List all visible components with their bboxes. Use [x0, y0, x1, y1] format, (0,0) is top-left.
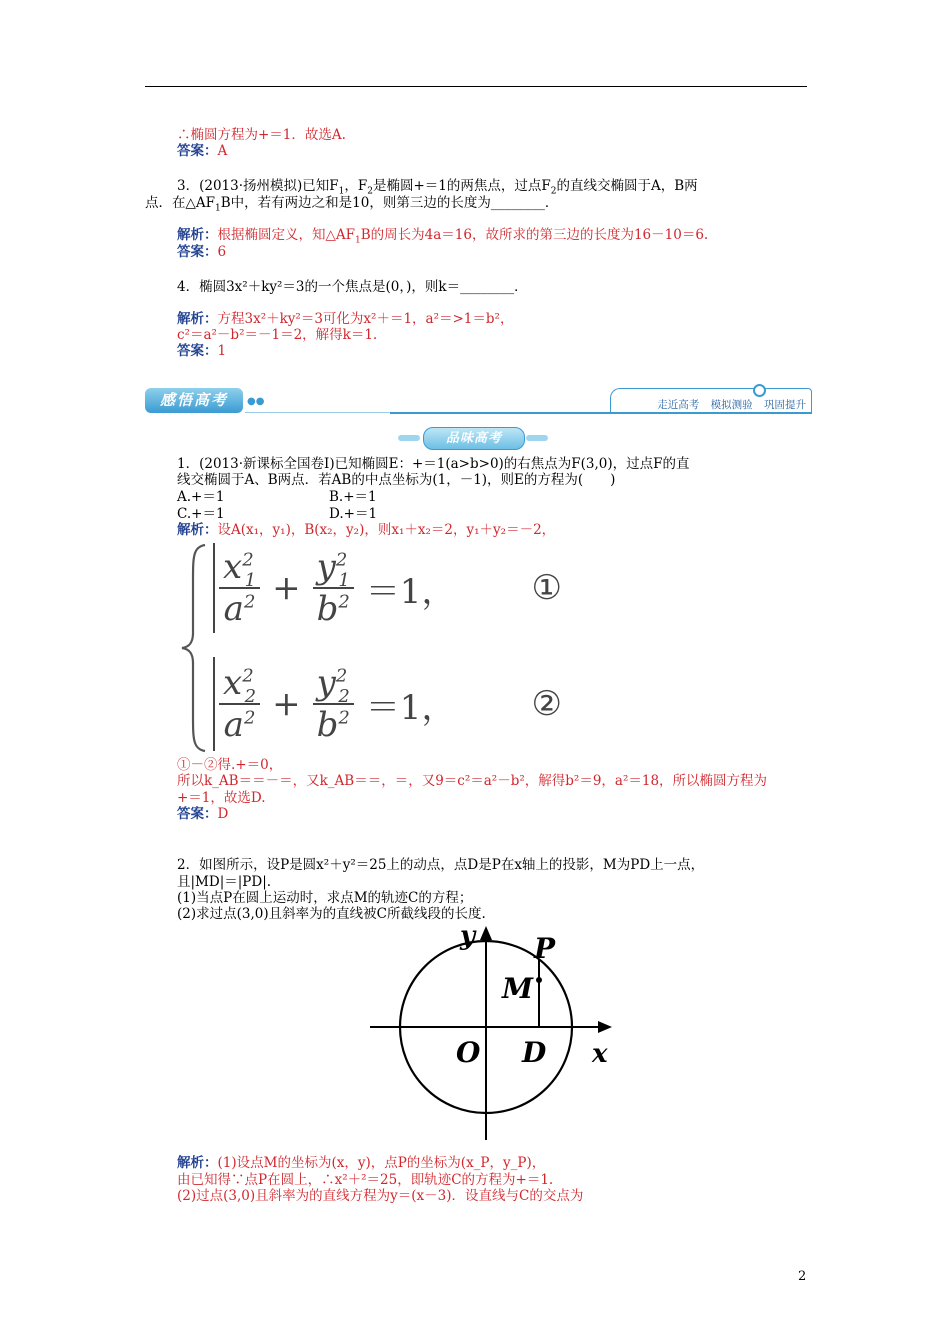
solution-label: 解析：: [177, 311, 218, 327]
s2-solution-1-line-3: 所以k_AB＝＝－＝，又k_AB＝＝，＝，又9＝c²＝a²－b²，解得b²＝9，a²＝18，所以椭圆方程为: [177, 773, 768, 789]
sub-banner: [398, 427, 548, 449]
equation-rhs: ＝1，: [365, 571, 456, 612]
answer-value: 6: [217, 244, 227, 260]
equation-mark: ②: [531, 684, 562, 724]
fraction: $\frac{y^2_2}{b^2}$: [313, 663, 354, 745]
y-arrow-icon: [480, 926, 492, 940]
s2-answer-1: [177, 806, 228, 823]
equation-system: [177, 541, 597, 755]
question-4: 4．椭圆3x²＋ky²＝3的一个焦点是(0，)，则k＝________．: [177, 279, 528, 295]
label-p: P: [534, 932, 556, 965]
solution-label: 解析：: [177, 522, 218, 538]
equation-1: $\frac{x^2_1}{a^2}$ + $\frac{y^2_1}{b^2}$ ＝1， ①: [213, 543, 562, 633]
answer-line: [177, 143, 227, 160]
ring-icon: [753, 384, 766, 397]
banner-divider: [245, 412, 395, 413]
solution-4-line-2: c²＝a²－b²＝－1＝2，解得k＝1.: [177, 327, 378, 343]
answer-label: 答案：: [177, 806, 218, 822]
q3-part: B中，若有两边之和是10，则第三边的长度为________．: [220, 195, 559, 211]
s2-question-2-line-1: 2．如图所示，设P是圆x²＋y²＝25上的动点，点D是P在x轴上的投影，M为PD上一点，: [177, 857, 705, 873]
question-3-line-1: 3．(2013·扬州模拟)已知$F_1$，$F_2$是椭圆+＝1的两焦点，过点$F_2$的直线交椭圆于A，B两: [177, 178, 698, 197]
s2-solution-1-line-4: +＝1，故选D.: [177, 790, 266, 806]
label-y: y: [460, 921, 476, 951]
dots-icon: ●●: [247, 396, 265, 407]
s2-question-2-line-2: 且|MD|＝|PD|.: [177, 874, 272, 890]
s2-solution-1: [177, 522, 555, 539]
label-m: M: [502, 972, 533, 1005]
solution-3: 解析：根据椭圆定义，知$\triangle AF_1B$的周长为4a＝16，故所求的第三边的长度为16－10＝6.: [177, 227, 709, 246]
solution-label: 解析：: [177, 227, 218, 243]
q3-part: 3．(2013·扬州模拟)已知F: [177, 178, 339, 194]
banner-right-text: 走近高考 模拟测验 巩固提升: [657, 399, 806, 411]
question-3-line-2: 点．在$\triangle AF_1B$中，若有两边之和是10，则第三边的长度为________．: [145, 195, 559, 214]
banner-tag: 感悟高考: [145, 388, 243, 413]
answer-label: 答案：: [177, 244, 218, 260]
q3-part: 点．在△AF: [145, 195, 215, 211]
s2-solution-1-line-2: ①－②得.+＝0，: [177, 757, 283, 773]
s2-solution-2-line-1: [177, 1155, 545, 1172]
answer-label: 答案：: [177, 143, 218, 159]
answer-3: [177, 244, 226, 261]
answer-4: [177, 343, 226, 360]
answer-value: A: [217, 143, 228, 159]
solution-text: 设A(x₁，y₁)，B(x₂，y₂)，则x₁＋x₂＝2，y₁＋y₂＝－2，: [217, 522, 556, 538]
equation-2: $\frac{x^2_2}{a^2}$ + $\frac{y^2_2}{b^2}$ ＝1， ②: [213, 659, 562, 749]
s2-solution-2-line-3: (2)过点(3,0)且斜率为的直线方程为y＝(x－3)．设直线与C的交点为: [177, 1188, 584, 1204]
section-banner: [145, 388, 812, 414]
s2-question-2-line-4: (2)求过点(3,0)且斜率为的直线被C所截线段的长度.: [177, 906, 486, 922]
label-x: x: [592, 1039, 608, 1069]
option-c: C.+＝1: [177, 506, 225, 522]
option-b: B.+＝1: [329, 489, 377, 505]
header-rule: [145, 86, 807, 87]
q3-part: ，F: [344, 178, 368, 194]
equation-mark: ①: [531, 568, 562, 608]
sub-banner-tag: 品味高考: [423, 427, 525, 450]
fraction: $\frac{y^2_1}{b^2}$: [313, 547, 354, 629]
point-m: [536, 977, 542, 983]
circle-figure: [368, 920, 618, 1145]
solution-4: [177, 311, 513, 328]
solution-text: (1)设点M的坐标为(x，y)，点P的坐标为(x_P，y_P)，: [217, 1155, 546, 1171]
answer-label: 答案：: [177, 343, 218, 359]
s2-question-2-line-3: (1)当点P在圆上运动时，求点M的轨迹C的方程；: [177, 890, 473, 906]
brace-icon: [179, 541, 209, 755]
equation-rhs: ＝1，: [365, 687, 456, 728]
answer-value: D: [217, 806, 229, 822]
option-a: A.+＝1: [177, 489, 225, 505]
solution-text: B的周长为4a＝16，故所求的第三边的长度为16－10＝6.: [360, 227, 709, 243]
fraction: $\frac{x^2_1}{a^2}$: [219, 547, 260, 629]
text-line: ∴椭圆方程为+＝1．故选A.: [177, 127, 346, 143]
fraction: $\frac{x^2_2}{a^2}$: [219, 663, 260, 745]
answer-value: 1: [217, 343, 227, 359]
x-arrow-icon: [598, 1021, 612, 1033]
q3-part: 的直线交椭圆于A，B两: [556, 178, 698, 194]
s2-question-1-line-1: 1．(2013·新课标全国卷Ⅰ)已知椭圆E：+＝1(a>b>0)的右焦点为F(3,0)，过点F的直: [177, 456, 690, 472]
page-number: 2: [798, 1269, 807, 1284]
solution-label: 解析：: [177, 1155, 218, 1171]
label-o: O: [456, 1036, 481, 1069]
solution-text: 根据椭圆定义，知△AF: [217, 227, 355, 243]
s2-question-1-line-2: 线交椭圆于A、B两点．若AB的中点坐标为(1，－1)，则E的方程为( ): [177, 472, 616, 488]
wing-left-icon: [398, 435, 420, 441]
wing-right-icon: [526, 435, 548, 441]
label-d: D: [522, 1036, 547, 1069]
s2-solution-2-line-2: 由已知得∵点P在圆上，∴x²＋²＝25，即轨迹C的方程为+＝1.: [177, 1172, 554, 1188]
option-d: D.+＝1: [329, 506, 378, 522]
q3-part: 是椭圆+＝1的两焦点，过点F: [372, 178, 551, 194]
solution-text: 方程3x²＋ky²＝3可化为x²＋＝1，a²＝>1＝b²，: [217, 311, 514, 327]
